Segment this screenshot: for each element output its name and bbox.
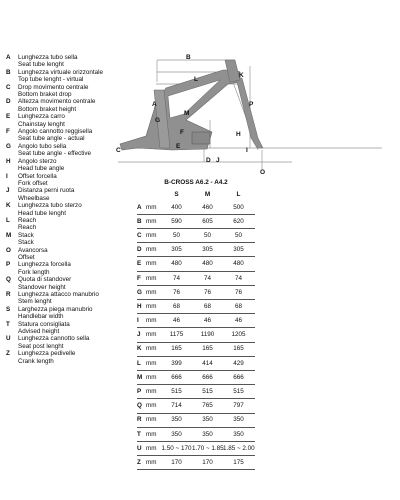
legend-label-english: Fork length: [18, 268, 50, 276]
row-letter: H: [137, 302, 142, 310]
row-value: 68: [172, 302, 180, 310]
row-divider: [137, 455, 255, 456]
table-row: [137, 413, 255, 427]
row-value: 76: [203, 288, 211, 296]
row-letter: R: [137, 416, 142, 424]
legend-label-italian: Statura consigliata: [18, 320, 70, 328]
legend-label-italian: Distanza perni ruota: [18, 187, 75, 195]
row-letter: I: [137, 317, 139, 325]
legend-label-english: Handlebar width: [18, 313, 64, 321]
row-value: 1205: [231, 331, 246, 339]
row-letter: L: [137, 359, 141, 367]
row-value: 400: [171, 203, 182, 211]
row-divider: [137, 214, 255, 215]
legend-label-english: Chainstay lenght: [18, 120, 65, 128]
size-header-m: M: [204, 190, 211, 198]
bike-geometry-diagram: [112, 52, 398, 174]
legend-item: [6, 143, 124, 158]
diagram-label-b: B: [186, 54, 191, 61]
table-row: [137, 299, 255, 313]
row-value: 74: [203, 274, 211, 282]
row-value: 74: [234, 274, 242, 282]
legend-letter: U: [6, 335, 11, 343]
row-unit: mm: [146, 416, 157, 424]
row-value: 50: [172, 231, 180, 239]
row-value: 1190: [200, 331, 215, 339]
row-divider: [137, 228, 255, 229]
legend-item: [6, 173, 124, 188]
row-value: 590: [171, 217, 182, 225]
table-title: B-CROSS A6.2 - A4.2: [164, 179, 228, 186]
row-divider: [137, 441, 255, 442]
row-divider: [137, 398, 255, 399]
legend-letter: F: [6, 128, 10, 136]
legend-item: [6, 187, 124, 202]
table-row: [137, 441, 255, 455]
legend-label-italian: Lunghezza pedivelle: [18, 350, 76, 358]
row-letter: Z: [137, 458, 141, 466]
row-letter: F: [137, 274, 141, 282]
legend-label-english: Offset: [18, 253, 35, 261]
legend-label-english: Seat post lenght: [18, 342, 64, 350]
table-row: [137, 455, 255, 469]
legend-label-italian: Angolo cannotto reggisella: [18, 128, 93, 136]
legend-item: [6, 69, 124, 84]
row-value: 460: [202, 203, 213, 211]
table-row: [137, 370, 255, 384]
row-value: 350: [202, 430, 213, 438]
legend-letter: K: [6, 202, 11, 210]
row-value: 429: [233, 359, 244, 367]
row-value: 175: [233, 458, 244, 466]
legend-label-italian: Stack: [18, 231, 34, 239]
legend-label-english: Seat tube lenght: [18, 61, 64, 69]
row-divider: [137, 271, 255, 272]
legend-letter: D: [6, 98, 11, 106]
row-value: 515: [202, 388, 213, 396]
row-divider: [137, 256, 255, 257]
legend-label-italian: Angolo sterzo: [18, 157, 57, 165]
table-row: [137, 214, 255, 228]
row-unit: mm: [146, 331, 157, 339]
row-value: 350: [233, 430, 244, 438]
table-header-row: [137, 188, 255, 200]
table-row: [137, 342, 255, 356]
row-value: 515: [171, 388, 182, 396]
row-divider: [137, 285, 255, 286]
row-unit: mm: [146, 246, 157, 254]
legend-letter: S: [6, 305, 11, 313]
diagram-label-o: O: [260, 169, 266, 174]
row-value: 68: [203, 302, 211, 310]
row-unit: mm: [146, 430, 157, 438]
row-value: 515: [233, 388, 244, 396]
size-header-l: L: [236, 190, 241, 198]
legend-label-italian: Quota di standover: [18, 276, 72, 284]
legend-label-english: Top tube lenght - virtual: [18, 76, 84, 84]
row-value: 350: [233, 416, 244, 424]
row-value: 305: [171, 246, 182, 254]
row-value: 480: [233, 260, 244, 268]
legend-letter: I: [6, 172, 8, 180]
row-value: 350: [171, 430, 182, 438]
legend-letter: R: [6, 291, 11, 298]
row-letter: U: [137, 444, 142, 452]
row-value: 350: [171, 416, 182, 424]
row-value: 76: [172, 288, 180, 296]
legend-label-english: Head tube angle: [18, 165, 65, 173]
row-divider: [137, 356, 255, 357]
table-row: [137, 200, 255, 214]
row-value: 399: [171, 359, 182, 367]
legend-item: [6, 321, 124, 336]
row-letter: A: [137, 203, 142, 211]
row-value: 76: [234, 288, 242, 296]
row-unit: mm: [146, 359, 157, 367]
row-unit: mm: [146, 373, 157, 381]
row-divider: [137, 313, 255, 314]
legend-letter: T: [6, 320, 10, 328]
diagram-label-i: I: [246, 147, 248, 154]
legend-label-english: Fork offset: [18, 179, 48, 187]
row-value: 350: [202, 416, 213, 424]
legend-item: [6, 335, 124, 350]
legend-label-italian: Lunghezza cannotto sella: [18, 335, 90, 343]
diagram-label-g: G: [155, 117, 161, 124]
diagram-label-k: K: [239, 72, 244, 79]
legend-label-italian: Drop movimento centrale: [18, 83, 89, 91]
legend-item: [6, 128, 124, 143]
row-unit: mm: [146, 402, 157, 410]
row-letter: D: [137, 246, 142, 254]
row-divider: [137, 370, 255, 371]
row-value: 1.70 ~ 1.85: [192, 444, 224, 452]
table-row: [137, 257, 255, 271]
row-value: 797: [233, 402, 244, 410]
table-row: [137, 356, 255, 370]
legend-letter: Z: [6, 350, 10, 358]
row-value: 305: [202, 246, 213, 254]
geometry-legend: [6, 54, 124, 365]
diagram-label-d: D: [206, 157, 211, 164]
legend-item: [6, 98, 124, 113]
legend-item: [6, 217, 124, 232]
row-unit: mm: [146, 444, 157, 452]
row-value: 170: [202, 458, 213, 466]
row-unit: mm: [146, 288, 157, 296]
row-value: 620: [233, 217, 244, 225]
legend-label-italian: Larghezza piega manubrio: [18, 305, 93, 313]
legend-label-english: Seat tube angle - effective: [18, 150, 92, 158]
legend-item: [6, 350, 124, 365]
diagram-label-e: E: [176, 143, 181, 150]
table-row: [137, 427, 255, 441]
legend-label-english: Bottom braket drop: [18, 91, 72, 99]
row-letter: C: [137, 231, 142, 239]
legend-label-italian: Lunghezza attacco manubrio: [18, 291, 99, 298]
legend-letter: L: [6, 216, 10, 224]
legend-item: [6, 113, 124, 128]
row-unit: mm: [146, 203, 157, 211]
legend-label-italian: Offset forcella: [18, 172, 57, 180]
row-letter: Q: [137, 402, 142, 410]
row-divider: [137, 242, 255, 243]
row-value: 480: [202, 260, 213, 268]
legend-letter: A: [6, 54, 11, 61]
diagram-label-a: A: [152, 101, 157, 108]
row-value: 305: [233, 246, 244, 254]
legend-item: [6, 261, 124, 276]
row-value: 165: [171, 345, 182, 353]
row-value: 1.50 ~ 170: [161, 444, 192, 452]
row-letter: B: [137, 217, 142, 225]
row-divider: [137, 342, 255, 343]
row-divider: [137, 299, 255, 300]
row-divider: [137, 384, 255, 385]
legend-label-italian: Avancorsa: [18, 246, 48, 254]
row-divider: [137, 469, 255, 470]
diagram-label-h: H: [236, 131, 241, 138]
row-value: 50: [203, 231, 211, 239]
legend-label-italian: Lunghezza carro: [18, 113, 65, 121]
legend-label-english: Stack: [18, 239, 34, 247]
table-row: [137, 243, 255, 257]
size-header-s: S: [174, 190, 179, 198]
row-letter: K: [137, 345, 142, 353]
row-value: 74: [172, 274, 180, 282]
legend-letter: M: [6, 231, 12, 239]
row-letter: M: [137, 373, 143, 381]
row-unit: mm: [146, 260, 157, 268]
table-row: [137, 285, 255, 299]
legend-letter: E: [6, 113, 11, 121]
row-unit: mm: [146, 302, 157, 310]
diagram-label-f: F: [180, 129, 184, 136]
motor-housing: [192, 132, 210, 144]
legend-label-english: Crank length: [18, 357, 54, 365]
row-value: 666: [202, 373, 213, 381]
row-unit: mm: [146, 274, 157, 282]
row-unit: mm: [146, 388, 157, 396]
row-unit: mm: [146, 458, 157, 466]
legend-letter: H: [6, 157, 11, 165]
table-row: [137, 384, 255, 398]
row-value: 414: [202, 359, 213, 367]
legend-item: [6, 276, 124, 291]
legend-label-english: Reach: [18, 224, 37, 232]
legend-letter: J: [6, 187, 10, 195]
legend-label-english: Wheelbase: [18, 194, 50, 202]
legend-label-italian: Lunghezza forcella: [18, 261, 71, 269]
legend-label-english: Head tube lenght: [18, 209, 66, 217]
diagram-label-m: M: [184, 110, 190, 117]
legend-label-italian: Lunghezza tubo sella: [18, 54, 78, 61]
legend-item: [6, 232, 124, 247]
legend-label-english: Standover height: [18, 283, 66, 291]
legend-letter: B: [6, 68, 11, 76]
geometry-table: [137, 178, 255, 470]
row-value: 666: [171, 373, 182, 381]
row-letter: P: [137, 388, 142, 396]
legend-item: [6, 158, 124, 173]
row-letter: E: [137, 260, 142, 268]
table-row: [137, 271, 255, 285]
legend-label-italian: Reach: [18, 216, 37, 224]
row-letter: J: [137, 331, 141, 339]
legend-letter: G: [6, 142, 11, 150]
row-divider: [137, 327, 255, 328]
row-value: 68: [234, 302, 242, 310]
row-value: 46: [203, 317, 211, 325]
legend-label-english: Seat tube angle - actual: [18, 135, 85, 143]
legend-label-italian: Lunghezza tubo sterzo: [18, 202, 82, 210]
legend-letter: P: [6, 261, 11, 269]
row-value: 46: [172, 317, 180, 325]
diagram-label-l: L: [194, 76, 198, 83]
row-unit: mm: [146, 345, 157, 353]
table-row: [137, 328, 255, 342]
legend-label-italian: Angolo tubo sella: [18, 142, 67, 150]
legend-label-english: Bottom braket height: [18, 105, 77, 113]
row-unit: mm: [146, 317, 157, 325]
row-value: 605: [202, 217, 213, 225]
legend-letter: O: [6, 246, 11, 254]
row-unit: mm: [146, 217, 157, 225]
row-divider: [137, 413, 255, 414]
row-value: 46: [234, 317, 242, 325]
diagram-label-c: C: [116, 147, 121, 154]
legend-label-english: Stem lenght: [18, 298, 52, 306]
row-value: 765: [202, 402, 213, 410]
row-letter: T: [137, 430, 141, 438]
legend-letter: Q: [6, 276, 11, 284]
diagram-label-j: J: [216, 157, 220, 164]
row-value: 666: [233, 373, 244, 381]
legend-item: [6, 306, 124, 321]
legend-label-italian: Lunghezza virtuale orizzontale: [18, 68, 104, 76]
diagram-label-p: P: [249, 101, 254, 108]
legend-item: [6, 54, 124, 69]
row-letter: G: [137, 288, 142, 296]
row-value: 714: [171, 402, 182, 410]
legend-item: [6, 202, 124, 217]
table-row: [137, 228, 255, 242]
row-value: 165: [233, 345, 244, 353]
row-unit: mm: [146, 231, 157, 239]
row-value: 170: [171, 458, 182, 466]
legend-item: [6, 84, 124, 99]
legend-item: [6, 291, 124, 306]
row-value: 500: [233, 203, 244, 211]
legend-item: [6, 247, 124, 262]
table-body: [137, 200, 255, 470]
legend-letter: C: [6, 83, 11, 91]
row-value: 165: [202, 345, 213, 353]
legend-label-italian: Altezza movimento centrale: [18, 98, 96, 106]
row-value: 480: [171, 260, 182, 268]
legend-label-english: Advised height: [18, 328, 60, 336]
row-value: 50: [234, 231, 242, 239]
row-divider: [137, 427, 255, 428]
table-row: [137, 314, 255, 328]
table-row: [137, 399, 255, 413]
row-value: 1.85 ~ 2.00: [223, 444, 255, 452]
row-value: 1175: [169, 331, 184, 339]
